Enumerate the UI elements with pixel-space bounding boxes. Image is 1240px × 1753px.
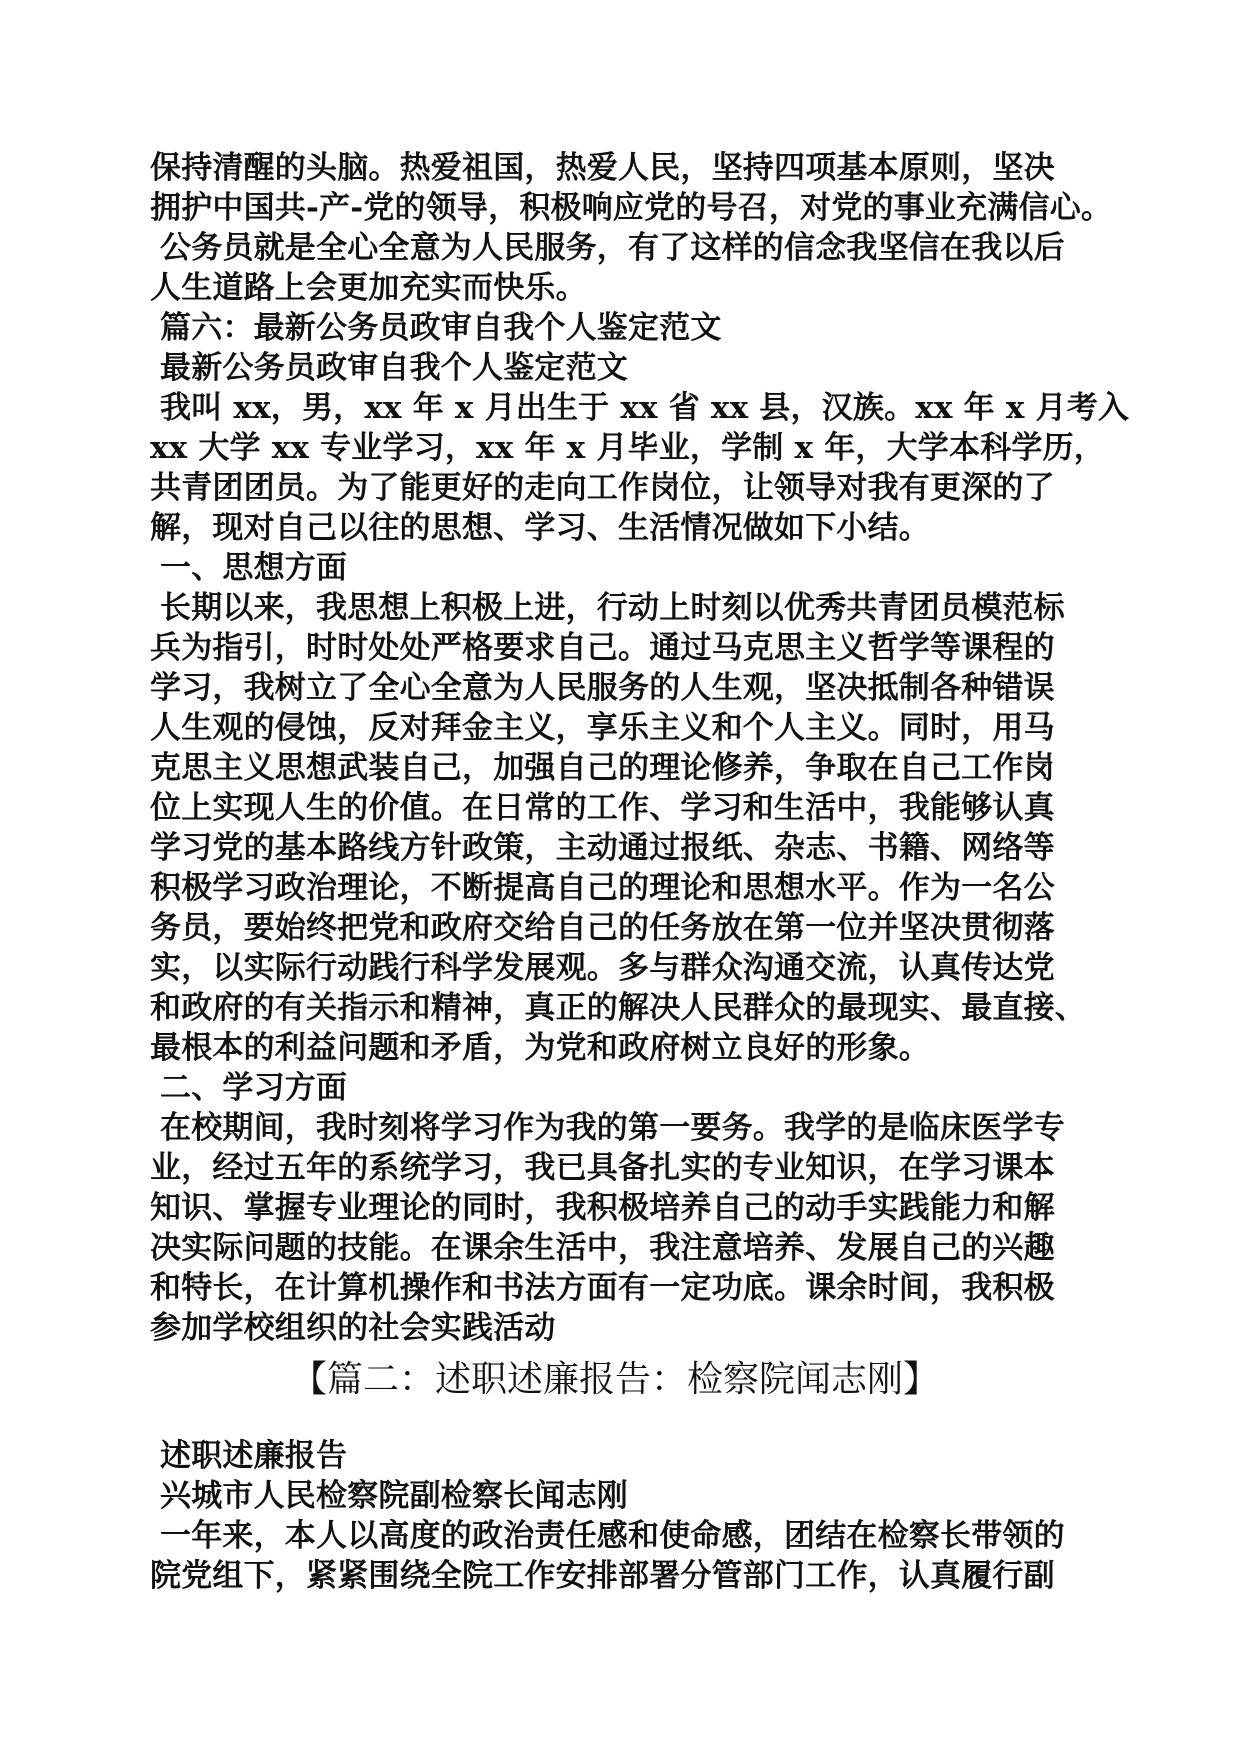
text-line: 一年来，本人以高度的政治责任感和使命感，团结在检察长带领的 bbox=[160, 1518, 1065, 1554]
text-line: 最新公务员政审自我个人鉴定范文 bbox=[160, 350, 628, 386]
text-line: 积极学习政治理论，不断提高自己的理论和思想水平。作为一名公 bbox=[150, 870, 1055, 906]
text-line: 知识、掌握专业理论的同时，我积极培养自己的动手实践能力和解 bbox=[150, 1190, 1055, 1226]
document-body bbox=[150, 148, 1130, 1596]
text-line: 和政府的有关指示和精神，真正的解决人民群众的最现实、最直接、 bbox=[150, 990, 1086, 1026]
text-line: 长期以来，我思想上积极上进，行动上时刻以优秀共青团员模范标 bbox=[160, 590, 1065, 626]
text-line: 一、思想方面 bbox=[160, 550, 348, 586]
text-line: 我叫 xx，男，xx 年 x 月出生于 xx 省 xx 县，汉族。xx 年 x 月考入 bbox=[160, 390, 1130, 426]
text-line: 学习党的基本路线方针政策，主动通过报纸、杂志、书籍、网络等 bbox=[150, 830, 1055, 866]
text-line: 共青团团员。为了能更好的走向工作岗位，让领导对我有更深的了 bbox=[150, 470, 1055, 506]
text-line: 述职述廉报告 bbox=[160, 1438, 348, 1474]
text-line: 人生道路上会更加充实而快乐。 bbox=[150, 270, 587, 306]
text-line: 在校期间，我时刻将学习作为我的第一要务。我学的是临床医学专 bbox=[160, 1110, 1065, 1146]
text-line: 兴城市人民检察院副检察长闻志刚 bbox=[160, 1478, 628, 1514]
text-line: 人生观的侵蚀，反对拜金主义，享乐主义和个人主义。同时，用马 bbox=[150, 710, 1055, 746]
text-line: 和特长，在计算机操作和书法方面有一定功底。课余时间，我积极 bbox=[150, 1270, 1055, 1306]
text-line: 决实际问题的技能。在课余生活中，我注意培养、发展自己的兴趣 bbox=[150, 1230, 1055, 1266]
text-line: 院党组下，紧紧围绕全院工作安排部署分管部门工作，认真履行副 bbox=[150, 1558, 1055, 1594]
text-line: 篇六：最新公务员政审自我个人鉴定范文 bbox=[160, 310, 722, 346]
text-line: 兵为指引，时时处处严格要求自己。通过马克思主义哲学等课程的 bbox=[150, 630, 1055, 666]
text-line: 公务员就是全心全意为人民服务，有了这样的信念我坚信在我以后 bbox=[160, 230, 1065, 266]
text-line: 实，以实际行动践行科学发展观。多与群众沟通交流，认真传达党 bbox=[150, 950, 1055, 986]
text-line: 业，经过五年的系统学习，我已具备扎实的专业知识，在学习课本 bbox=[150, 1150, 1055, 1186]
text-line: 学习，我树立了全心全意为人民服务的人生观，坚决抵制各种错误 bbox=[150, 670, 1055, 706]
text-line: xx 大学 xx 专业学习，xx 年 x 月毕业，学制 x 年，大学本科学历， bbox=[150, 430, 1105, 466]
text-line: 务员，要始终把党和政府交给自己的任务放在第一位并坚决贯彻落 bbox=[150, 910, 1055, 946]
text-line: 二、学习方面 bbox=[160, 1070, 348, 1106]
text-line: 克思主义思想武装自己，加强自己的理论修养，争取在自己工作岗 bbox=[150, 750, 1055, 786]
text-block-part1 bbox=[150, 148, 1130, 1348]
text-line: 位上实现人生的价值。在日常的工作、学习和生活中，我能够认真 bbox=[150, 790, 1055, 826]
text-line: 最根本的利益问题和矛盾，为党和政府树立良好的形象。 bbox=[150, 1030, 930, 1066]
text-block-part2 bbox=[150, 1436, 1110, 1596]
text-line: 参加学校组织的社会实践活动 bbox=[150, 1310, 556, 1346]
text-line: 保持清醒的头脑。热爱祖国，热爱人民，坚持四项基本原则，坚决 bbox=[150, 150, 1055, 186]
section-heading: 【篇二：述职述廉报告：检察院闻志刚】 bbox=[290, 1359, 939, 1400]
text-line: 解，现对自己以往的思想、学习、生活情况做如下小结。 bbox=[150, 510, 930, 546]
text-line: 拥护中国共-产-党的领导，积极响应党的号召，对党的事业充满信心。 bbox=[150, 190, 1113, 226]
